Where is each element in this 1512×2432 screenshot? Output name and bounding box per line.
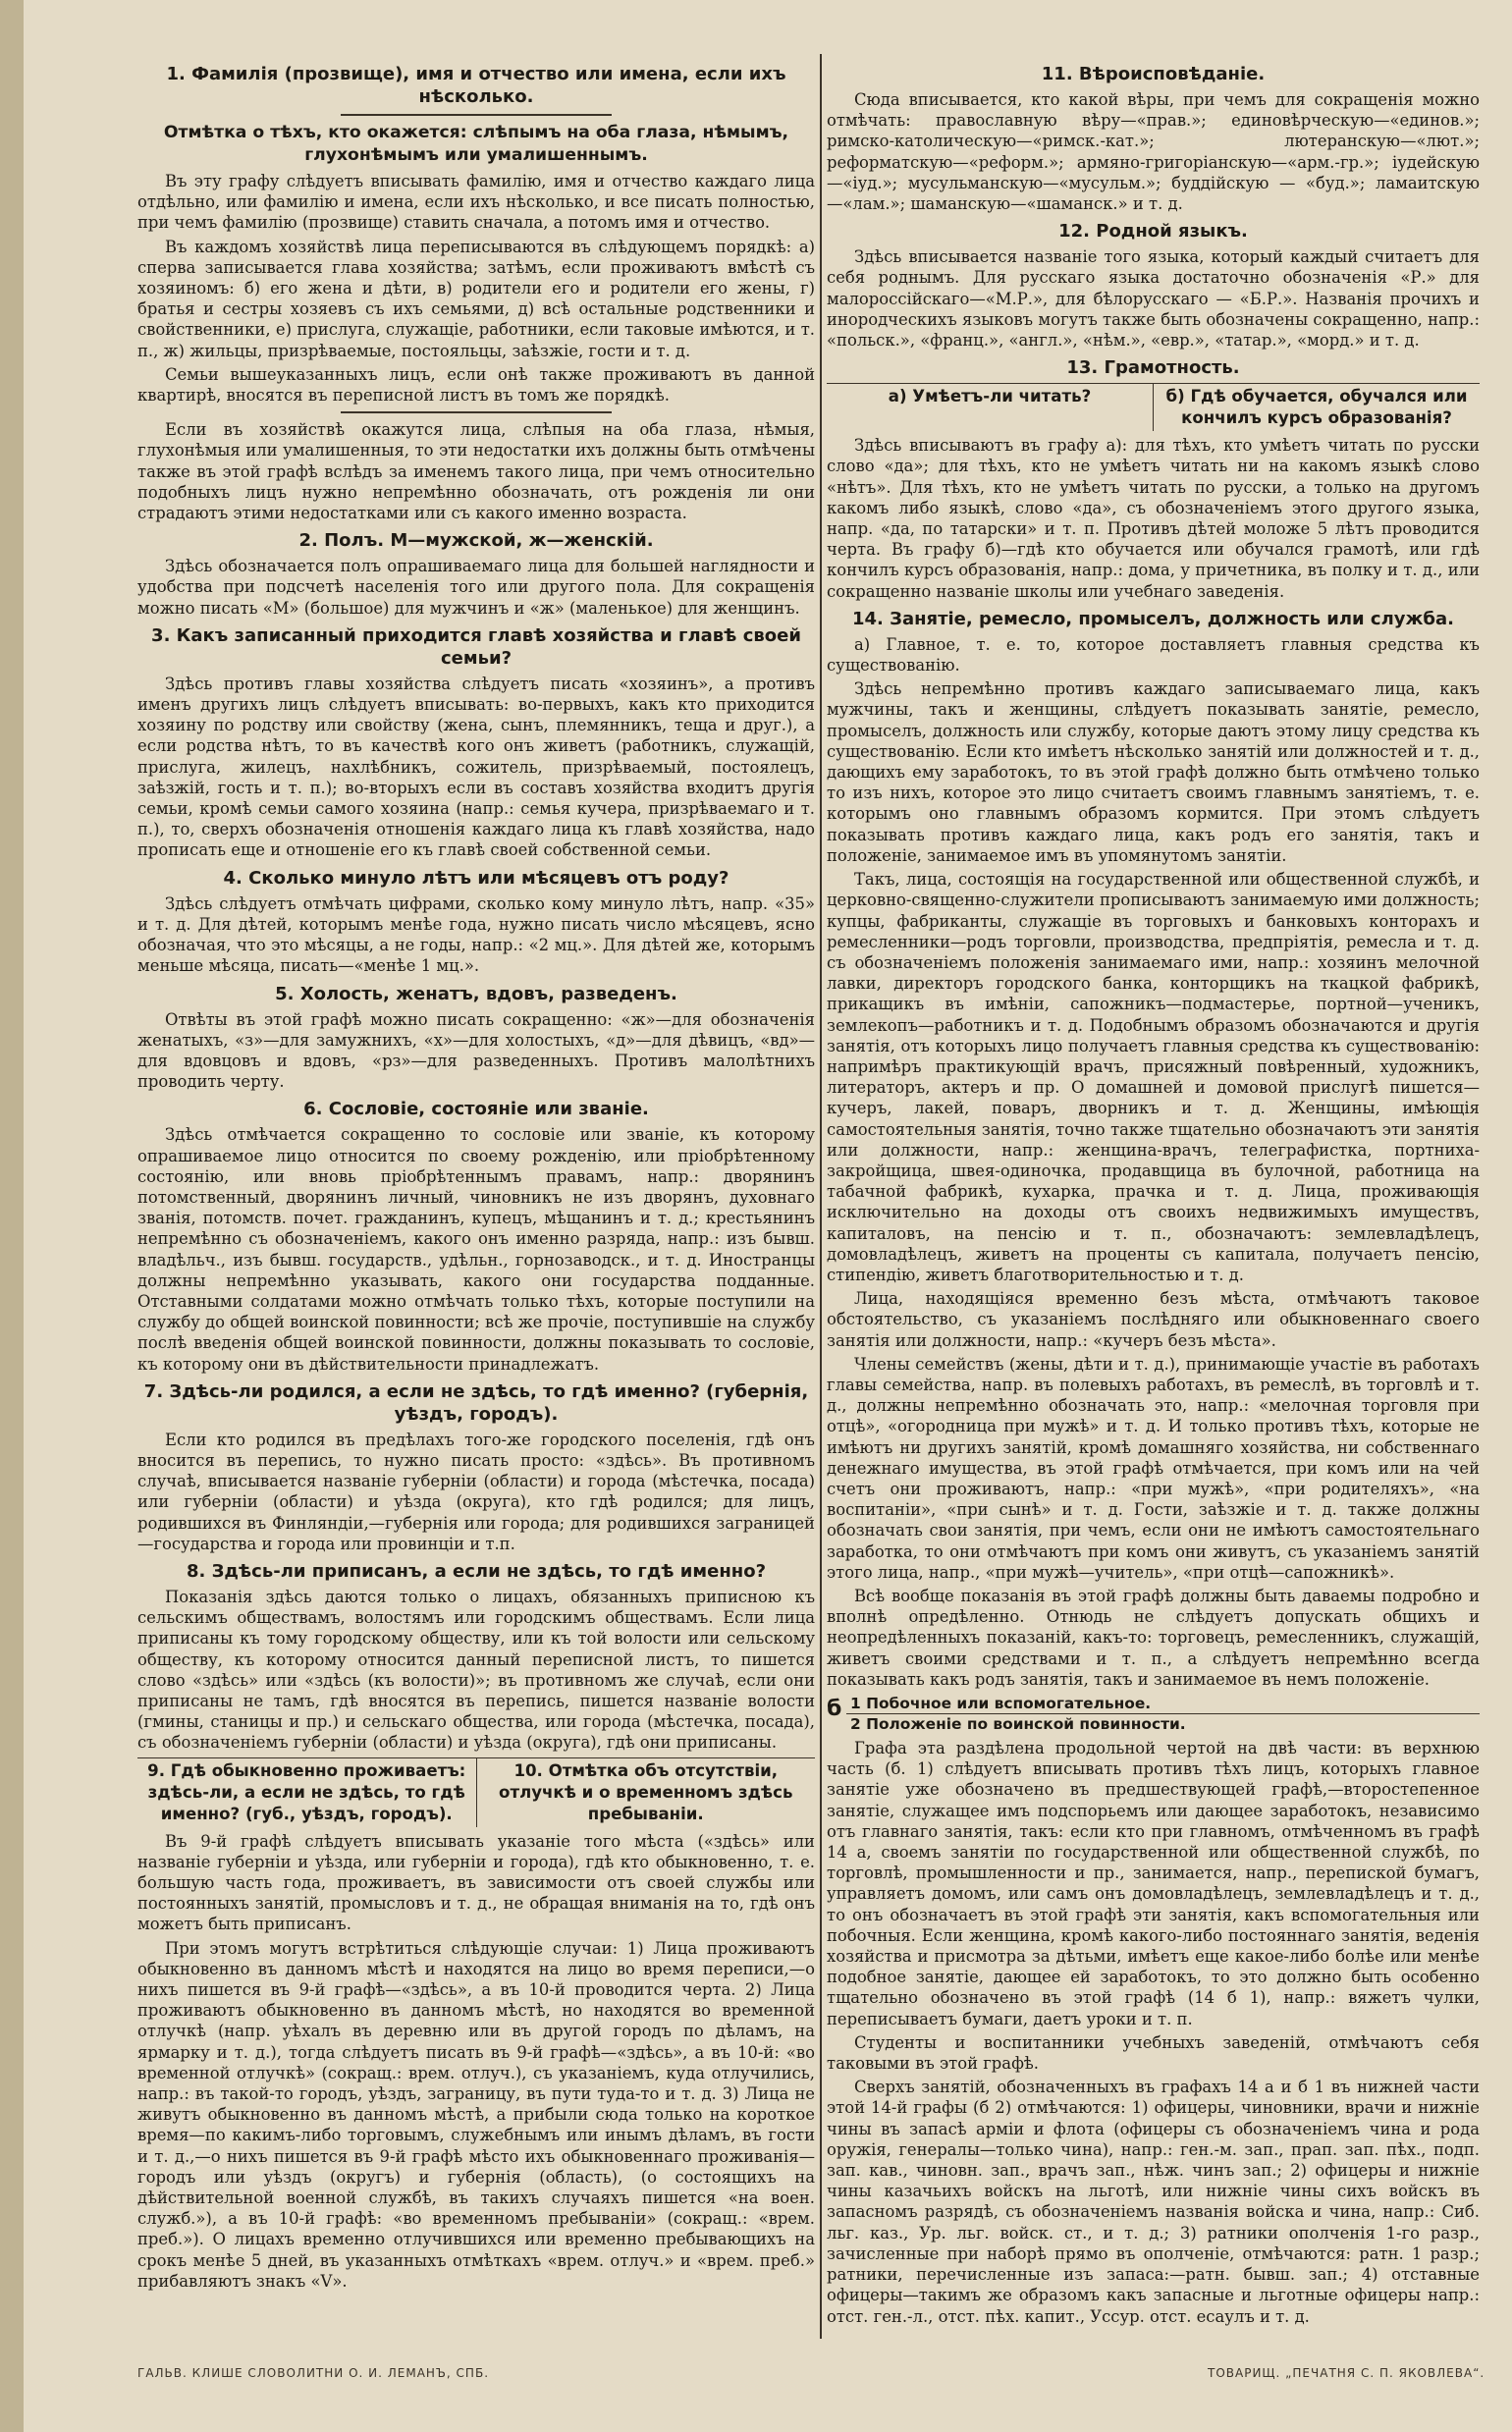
- section-1-subtitle: Отмѣтка о тѣхъ, кто окажется: слѣпымъ на оба глаза, нѣмымъ, глухонѣмымъ или умалишеннымъ.: [163, 123, 789, 165]
- section-14b1-title: 1 Побочное или вспомогательное.: [846, 1694, 1480, 1714]
- section-8-title: 8. Здѣсь-ли приписанъ, а если не здѣсь, то гдѣ именно?: [186, 1560, 767, 1582]
- section-6-paragraph: Здѣсь отмѣчается сокращенно то сословіе или званіе, къ которому опрашиваемое лицо относится по своему рожденію, или пріобрѣтенному состоянію, или вновь пріобрѣтеннымъ правамъ, напр.: дворянинъ потомственный, дворянинъ личный, чиновникъ не изъ дворянъ, духовнаго званія, потомств. почет. гражданинъ, купецъ, мѣщанинъ и т. д.; крестьянинъ непремѣнно съ обозначеніемъ, какого онъ именно разряда, напр.: изъ бывш. владѣльч., изъ бывш. государств., удѣльн., горнозаводск., и т. д. Иностранцы должны непремѣнно указывать, какого они государства подданные. Отставными солдатами можно отмѣчать только тѣхъ, которые поступили на службу до общей воинской повинности; всѣ же прочіе, поступившіе на службу послѣ введенія общей воинской повинности, должны показывать то сословіе, къ которому они въ дѣйствительности принадлежатъ.: [137, 1125, 815, 1374]
- section-2-paragraph: Здѣсь обозначается полъ опрашиваемаго лица для большей наглядности и удобства при подсчетѣ населенія того или другого пола. Для сокращенія можно писать «М» (большое) для мужчинъ и «ж» (маленькое) для женщинъ.: [137, 557, 815, 618]
- page-edge: [0, 0, 24, 2432]
- section-14b2-title: 2 Положеніе по воинской повинности.: [850, 1715, 1186, 1734]
- section-14-paragraph: Члены семействъ (жены, дѣти и т. д.), принимающіе участіе въ работахъ главы семейства, напр. въ полевыхъ работахъ, въ ремеслѣ, въ торговлѣ и т. д., должны непремѣнно обозначать это, напр.: «мелочная торговля при отцѣ», «огородница при мужѣ» и т. д. И только противъ тѣхъ, которые не имѣютъ ни другихъ занятій, кромѣ домашняго хозяйства, ни собственнаго денежнаго имущества, въ этой графѣ отмѣчается, при комъ или на чей счетъ они проживаютъ, напр.: «при мужѣ», «при родителяхъ», «на воспитаніи», «при сынѣ» и т. д. Гости, заѣзжіе и т. д. также должны обозначать свои занятія, при чемъ, если они не имѣютъ самостоятельнаго заработка, то они отмѣчаютъ при комъ они живутъ, съ указаніемъ занятій этого лица, напр., «при мужѣ—учитель», «при отцѣ—сапожникѣ».: [827, 1354, 1480, 1582]
- section-14b-letter: б: [827, 1697, 842, 1722]
- printer-credit-right: ТОВАРИЩ. „ПЕЧАТНЯ С. П. ЯКОВЛЕВА“.: [1208, 2366, 1485, 2380]
- section-11-paragraph: Сюда вписывается, кто какой вѣры, при чемъ для сокращенія можно отмѣчать: православную вѣру—«прав.»; единовѣрческую—«единов.»; римско-католическую—«римск.-кат.»; лютеранскую—«лют.»; реформатскую—«реформ.»; армяно-григоріанскую—«арм.-гр.»; іудейскую—«іуд.»; мусульманскую—«мусульм.»; буддійскую — «буд.»; ламаитскую—«лам.»; шаманскую—«шаманск.» и т. д.: [827, 90, 1480, 214]
- section-9-title: 9. Гдѣ обыкновенно проживаетъ: здѣсь-ли, а если не здѣсь, то гдѣ именно? (губ., уѣздъ, городъ).: [147, 1760, 466, 1823]
- section-12-paragraph: Здѣсь вписывается названіе того языка, который каждый считаетъ для себя роднымъ. Для русскаго языка достаточно обозначенія «Р.» для малороссійскаго—«М.Р.», для бѣлорусскаго — «Б.Р.». Названія прочихъ и инородческихъ языковъ могутъ также быть обозначены сокращенно, напр.: «польск.», «франц.», «англ.», «нѣм.», «евр.», «татар.», «морд.» и т. д.: [827, 247, 1480, 351]
- section-1-title: 1. Фамилія (прозвище), имя и отчество или имена, если ихъ нѣсколько.: [166, 64, 786, 107]
- section-14-title: 14. Занятіе, ремесло, промыселъ, должность или служба.: [852, 608, 1454, 629]
- section-4-paragraph: Здѣсь слѣдуетъ отмѣчать цифрами, сколько кому минуло лѣтъ, напр. «35» и т. д. Для дѣтей, которымъ менѣе года, нужно писать число мѣсяцевъ, ясно обозначая, что это мѣсяцы, а не годы, напр.: «2 мц.». Для дѣтей же, которымъ меньше мѣсяца, писать—«менѣе 1 мц.».: [137, 893, 815, 976]
- section-11-title: 11. Вѣроисповѣданіе.: [1041, 64, 1266, 84]
- divider: [341, 411, 612, 413]
- section-13a-title: а) Умѣетъ-ли читать?: [888, 387, 1092, 406]
- printer-credit-left: ГАЛЬВ. КЛИШЕ СЛОВОЛИТНИ О. И. ЛЕМАНЪ, СПБ.: [137, 2366, 490, 2380]
- left-column: [137, 57, 815, 2346]
- section-14-paragraph: Здѣсь непремѣнно противъ каждаго записываемаго лица, какъ мужчины, такъ и женщины, слѣдуетъ показывать занятіе, ремесло, промыселъ, должность или службу, которые даютъ этому лицу средства къ существованію. Если кто имѣетъ нѣсколько занятій или должностей и т. д., дающихъ ему заработокъ, то въ этой графѣ должно быть отмѣчено только то изъ нихъ, которое это лицо считаетъ своимъ главнымъ занятіемъ, т. е. которымъ оно главнымъ образомъ кормится. При этомъ слѣдуетъ показывать противъ каждаго лица, какъ родъ его занятія, такъ и положеніе, занимаемое имъ въ упомянутомъ занятіи.: [827, 679, 1480, 865]
- section-14-paragraph: Сверхъ занятій, обозначенныхъ въ графахъ 14 а и б 1 въ нижней части этой 14-й графы (б 2) отмѣчаются: 1) офицеры, чиновники, врачи и нижніе чины въ запасѣ арміи и флота (офицеры съ обозначеніемъ чина и рода оружія, генералы—только чина), напр.: ген.-м. зап., прап. зап. пѣх., подп. зап. кав., чиновн. зап., врачъ зап., нѣж. чинъ зап.; 2) офицеры и нижніе чины казачьихъ войскъ на льготѣ, или нижніе чины сихъ войскъ въ запасномъ разрядѣ, съ обозначеніемъ названія войска и чина, напр.: Сиб. льг. каз., Ур. льг. войск. ст., и т. д.; 3) ратники ополченія 1-го разр., зачисленные при наборѣ прямо въ ополченіе, отмѣчаются: ратн. 1 разр.; ратники, перечисленные изъ запаса:—ратн. бывш. зап.; 4) отставные офицеры—такимъ же образомъ какъ запасные и льготные офицеры напр.: отст. ген.-л., отст. пѣх. капит., Уссур. отст. есаулъ и т. д.: [827, 2078, 1480, 2326]
- section-7-title: 7. Здѣсь-ли родился, а если не здѣсь, то гдѣ именно? (губернія, уѣздъ, городъ).: [143, 1380, 809, 1425]
- section-9-paragraph: Въ 9-й графѣ слѣдуетъ вписывать указаніе того мѣста («здѣсь» или названіе губерніи и уѣзда, или губерніи и города), гдѣ кто обыкновенно, т. е. большую часть года, проживаетъ, въ зависимости отъ своей службы или постоянныхъ занятій, промысловъ и т. д., не обращая вниманія на то, гдѣ онъ можетъ быть приписанъ.: [137, 1831, 815, 1934]
- section-4-title: 4. Сколько минуло лѣтъ или мѣсяцевъ отъ роду?: [223, 867, 729, 889]
- section-7-paragraph: Если кто родился въ предѣлахъ того-же городского поселенія, гдѣ онъ вносится въ перепись, то нужно писать просто: «здѣсь». Въ противномъ случаѣ, вписывается названіе губерніи (области) и города (мѣстечка, посада) или губерніи (области) и уѣзда (округа), кто гдѣ родился; для лицъ, родившихся въ Финляндіи,—губернія или города; для родившихся заграницей—государства и города или провинціи и т.п.: [137, 1430, 815, 1553]
- section-10-title: 10. Отмѣтка объ отсутствіи, отлучкѣ и о временномъ здѣсь пребываніи.: [476, 1758, 816, 1827]
- section-9-paragraph: При этомъ могутъ встрѣтиться слѣдующіе случаи: 1) Лица проживаютъ обыкновенно въ данномъ мѣстѣ и находятся на лицо во время переписи,—о нихъ пишется въ 9-й графѣ—«здѣсь», а въ 10-й проводится черта. 2) Лица проживаютъ обыкновенно въ данномъ мѣстѣ, но находятся во временной отлучкѣ (напр. уѣхалъ въ деревню или въ другой городъ по дѣламъ, на ярмарку и т. д.), тогда слѣдуетъ писать въ 9-й графѣ—«здѣсь», а въ 10-й: «во временной отлучкѣ» (сокращ.: врем. отлуч.), съ указаніемъ, куда отлучились, напр.: въ такой-то городъ, уѣздъ, заграницу, въ пути туда-то и т. д. 3) Лица не живутъ обыкновенно въ данномъ мѣстѣ, а прибыли сюда только на короткое время—по какимъ-либо торговымъ, служебнымъ или инымъ дѣламъ, въ гости и т. д.,—о нихъ пишется въ 9-й графѣ мѣсто ихъ обыкновеннаго проживанія—городъ или уѣздъ (округъ) и губернія (область), (о состоящихъ на дѣйствительной военной службѣ, въ такихъ случаяхъ пишется «на воен. служб.»), а въ 10-й графѣ: «во временномъ пребываніи» (сокращ.: «врем. преб.»). О лицахъ временно отлучившихся или временно пребывающихъ на срокъ менѣе 5 дней, въ указанныхъ отмѣткахъ «врем. отлуч.» и «врем. преб.» прибавляютъ знакъ «V».: [137, 1938, 815, 2291]
- section-13-title: 13. Грамотность.: [1066, 357, 1240, 379]
- section-13b-title: б) Гдѣ обучается, обучался или кончилъ курсъ образованія?: [1153, 384, 1480, 431]
- section-12-title: 12. Родной языкъ.: [1058, 221, 1248, 243]
- section-5-title: 5. Холость, женатъ, вдовъ, разведенъ.: [275, 983, 677, 1004]
- section-1-paragraph: Если въ хозяйствѣ окажутся лица, слѣпыя на оба глаза, нѣмыя, глухонѣмыя или умалишенныя, то эти недостатки ихъ должны быть отмѣчены также въ этой графѣ вслѣдъ за именемъ такого лица, при чемъ относительно подобныхъ лицъ нужно непремѣнно обозначать, отъ рожденія ли они страдаютъ этими недостатками или съ какого именно возраста.: [137, 420, 815, 523]
- section-14-paragraph: Графа эта раздѣлена продольной чертой на двѣ части: въ верхнюю часть (б. 1) слѣдуетъ вписывать противъ тѣхъ лицъ, которыхъ главное занятіе уже обозначено въ предшествующей графѣ,—второстепенное занятіе, служащее имъ подспорьемъ или дающее заработокъ, независимо отъ главнаго занятія, такъ: если кто при главномъ, отмѣченномъ въ графѣ 14 а, своемъ занятіи по государственной или общественной службѣ, по торговлѣ, промышленности и пр., занимается, напр., перепиской бумагъ, управляетъ домомъ, или самъ онъ домовладѣлецъ, землевладѣлецъ и т. д., то онъ обозначаетъ въ этой графѣ эти занятія, какъ вспомогательныя или побочныя. Если женщина, кромѣ какого-либо постояннаго занятія, веденія хозяйства и присмотра за дѣтьми, имѣетъ еще какое-либо болѣе или менѣе подобное занятіе, дающее ей заработокъ, то это должно быть особенно тщательно обозначено въ этой графѣ (14 б 1), напр.: вяжетъ чулки, переписываетъ бумаги, даетъ уроки и т. п.: [827, 1739, 1480, 2028]
- section-1-paragraph: Въ эту графу слѣдуетъ вписывать фамилію, имя и отчество каждаго лица отдѣльно, или фамилію и имена, если ихъ нѣсколько, и все писать полностью, при чемъ фамилію (прозвище) ставить сначала, а потомъ имя и отчество.: [137, 172, 815, 233]
- section-6-title: 6. Сословіе, состояніе или званіе.: [303, 1099, 649, 1120]
- section-1-paragraph: Семьи вышеуказанныхъ лицъ, если онѣ также проживаютъ въ данной квартирѣ, вносятся въ переписной листъ въ томъ же порядкѣ.: [137, 364, 815, 405]
- section-3-title: 3. Какъ записанный приходится главѣ хозяйства и главѣ своей семьи?: [151, 624, 801, 669]
- section-14-paragraph: а) Главное, т. е. то, которое доставляетъ главныя средства къ существованію.: [827, 634, 1480, 676]
- section-2-title: 2. Полъ. М—мужской, ж—женскій.: [298, 530, 654, 552]
- right-column: [827, 57, 1480, 2346]
- section-13-header: [827, 383, 1480, 431]
- section-13-paragraph: Здѣсь вписываютъ въ графу а): для тѣхъ, кто умѣетъ читать по русски слово «да»; для тѣхъ, кто не умѣетъ читать ни на какомъ языкѣ слово «нѣтъ». Для тѣхъ, кто не умѣетъ читать по русски, а только на другомъ какомъ либо языкѣ, слово «да», съ обозначеніемъ этого другого языка, напр. «да, по татарски» и т. п. Противъ дѣтей моложе 5 лѣтъ проводится черта. Въ графу б)—гдѣ кто обучается или обучался грамотѣ, или гдѣ кончилъ курсъ образованія, напр.: дома, у причетника, въ полку и т. д., или сокращенно названіе школы или учебнаго заведенія.: [827, 436, 1480, 601]
- section-1-paragraph: Въ каждомъ хозяйствѣ лица переписываются въ слѣдующемъ порядкѣ: а) сперва записывается глава хозяйства; затѣмъ, если проживаютъ вмѣстѣ съ хозяиномъ: б) его жена и дѣти, в) родители его и родители его жены, г) братья и сестры хозяевъ съ ихъ семьями, д) всѣ остальные родственники и свойственники, е) прислуга, служащіе, работники, если таковые имѣются, и т. п., ж) жильцы, призрѣваемые, постояльцы, заѣзжіе, гости и т. д.: [137, 237, 815, 360]
- section-14-paragraph: Такъ, лица, состоящія на государственной или общественной службѣ, и церковно-священно-служители прописываютъ занимаемую ими должность; купцы, фабриканты, служащіе въ торговыхъ и банковыхъ конторахъ и ремесленники—родъ торговли, производства, предпріятія, ремесла и т. д. съ обозначеніемъ положенія занимаемаго ими, напр.: хозяинъ мелочной лавки, директоръ городского банка, конторщикъ на ткацкой фабрикѣ, прикащикъ въ имѣніи, сапожникъ—подмастерье, портной—ученикъ, землекопъ—работникъ и т. д. Подобнымъ образомъ обозначаются и другія занятія, отъ которыхъ лицо получаетъ главныя средства къ существованію: напримѣръ практикующій врачъ, присяжный повѣренный, художникъ, литераторъ, актеръ и пр. О домашней и домовой прислугѣ пишется—кучеръ, лакей, поваръ, дворникъ и т. д. Женщины, имѣющія самостоятельныя занятія, точно также тщательно обозначаютъ эти занятія или должности, напр.: женщина-врачъ, телеграфистка, портниха-закройщица, швея-одиночка, продавщица въ булочной, работница на табачной фабрикѣ, кухарка, прачка и т. д. Лица, проживающія исключительно на доходы отъ своихъ недвижимыхъ имуществъ, капиталовъ, на пенсію и т. п., обозначаютъ: землевладѣлецъ, домовладѣлецъ, живетъ на проценты съ капитала, получаетъ пенсію, стипендію, живетъ благотворительностью и т. д.: [827, 870, 1480, 1284]
- section-3-paragraph: Здѣсь противъ главы хозяйства слѣдуетъ писать «хозяинъ», а противъ именъ другихъ лицъ слѣдуетъ вписывать: во-первыхъ, какъ кто приходится хозяину по родству или свойству (жена, сынъ, племянникъ, теща и друг.), а если родства нѣтъ, то въ качествѣ кого онъ живетъ (работникъ, служащій, прислуга, жилецъ, нахлѣбникъ, сожитель, призрѣваемый, постоялецъ, заѣзжій, гость и т. п.); во-вторыхъ если въ составъ хозяйства входитъ другія семьи, кромѣ семьи самого хозяина (напр.: семья кучера, призрѣваемаго и т. п.), то, сверхъ обозначенія отношенія каждаго лица къ главѣ хозяйства, надо прописать еще и отношеніе его къ главѣ своей собственной семьи.: [137, 674, 815, 860]
- section-14-paragraph: Лица, находящіяся временно безъ мѣста, отмѣчаютъ таковое обстоятельство, съ указаніемъ послѣдняго или обыкновеннаго своего занятія или должности, напр.: «кучеръ безъ мѣста».: [827, 1289, 1480, 1350]
- section-14-paragraph: Студенты и воспитанники учебныхъ заведеній, отмѣчаютъ себя таковыми въ этой графѣ.: [827, 2032, 1480, 2074]
- section-9-10-header: [137, 1757, 815, 1827]
- column-divider: [820, 54, 822, 2339]
- divider: [341, 114, 612, 116]
- section-8-paragraph: Показанія здѣсь даются только о лицахъ, обязанныхъ приписною къ сельскимъ обществамъ, волостямъ или городскимъ обществамъ. Если лица приписаны къ тому городскому обществу, или къ той волости или сельскому обществу, къ которому относится данный переписной листъ, то пишется слово «здѣсь» или «здѣсь (къ волости)»; въ противномъ же случаѣ, если они приписаны не тамъ, гдѣ вносятся въ перепись, пишется названіе волости (гмины, станицы и пр.) и сельскаго общества, или города (мѣстечка, посада), съ обозначеніемъ губерніи (области) и уѣзда (округа), гдѣ они приписаны.: [137, 1587, 815, 1753]
- section-14-paragraph: Всѣ вообще показанія въ этой графѣ должны быть даваемы подробно и вполнѣ опредѣленно. Отнюдь не слѣдуетъ допускать общихъ и неопредѣленныхъ показаній, какъ-то: торговецъ, ремесленникъ, служащій, живетъ своими средствами и т. п., а слѣдуетъ непремѣнно всегда показывать какъ родъ занятія, такъ и занимаемое въ немъ положеніе.: [827, 1587, 1480, 1689]
- section-14b-header: [827, 1694, 1480, 1734]
- section-5-paragraph: Отвѣты въ этой графѣ можно писать сокращенно: «ж»—для обозначенія женатыхъ, «з»—для замужнихъ, «х»—для холостыхъ, «д»—для дѣвицъ, «вд»—для вдовцовъ и вдовъ, «рз»—для разведенныхъ. Противъ малолѣтнихъ проводить черту.: [137, 1009, 815, 1092]
